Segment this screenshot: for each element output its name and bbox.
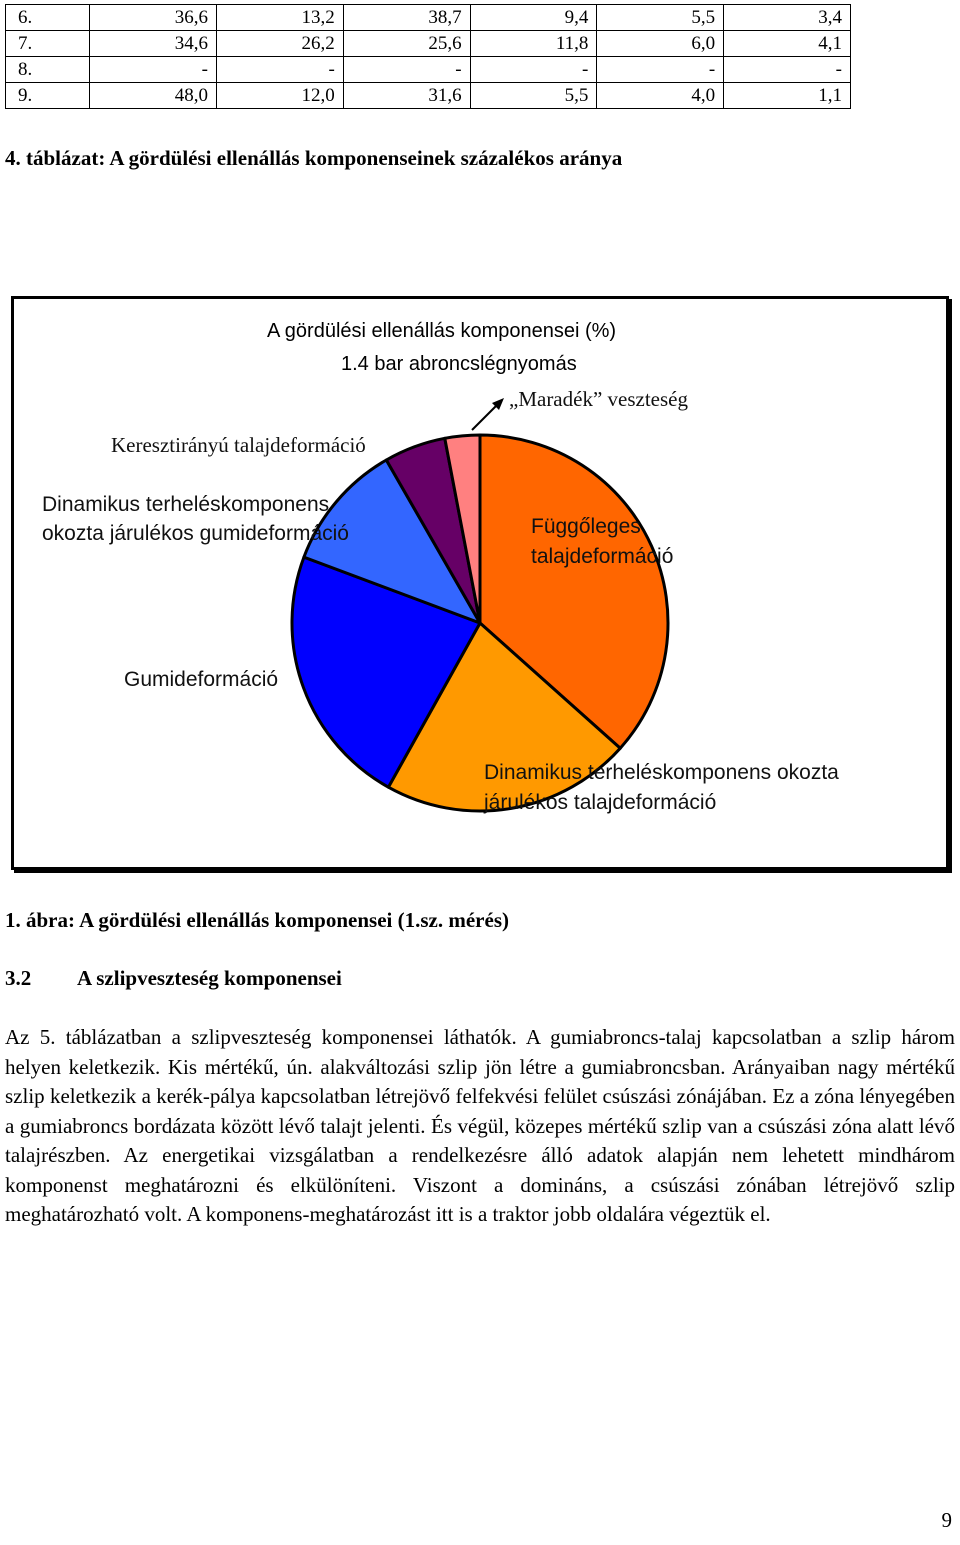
table-cell: 9,4 bbox=[470, 5, 597, 31]
table-cell: 26,2 bbox=[216, 31, 343, 57]
label-lateral: Keresztirányú talajdeformáció bbox=[111, 433, 366, 457]
table-cell: 1,1 bbox=[724, 83, 851, 109]
label-dyn-soil-line1: Dinamikus terheléskomponens okozta bbox=[484, 761, 839, 784]
page-number: 9 bbox=[941, 1508, 952, 1532]
table-cell: 13,2 bbox=[216, 5, 343, 31]
table-cell: 36,6 bbox=[90, 5, 217, 31]
section-title: A szlipveszteség komponensei bbox=[77, 966, 342, 990]
table-row bbox=[6, 31, 851, 57]
table-cell: 34,6 bbox=[90, 31, 217, 57]
table-cell: 6,0 bbox=[597, 31, 724, 57]
table-cell: 4,1 bbox=[724, 31, 851, 57]
table-cell: 25,6 bbox=[343, 31, 470, 57]
table-cell: 48,0 bbox=[90, 83, 217, 109]
section-heading bbox=[5, 966, 342, 991]
label-residual: „Maradék” veszteség bbox=[509, 387, 688, 411]
table-row bbox=[6, 57, 851, 83]
residual-leader-arrow bbox=[472, 398, 504, 430]
table-cell: 5,5 bbox=[597, 5, 724, 31]
table-cell: - bbox=[216, 57, 343, 83]
table-cell: - bbox=[343, 57, 470, 83]
table-cell: 5,5 bbox=[470, 83, 597, 109]
table-cell: 12,0 bbox=[216, 83, 343, 109]
table-caption: 4. táblázat: A gördülési ellenállás komponenseinek százalékos aránya bbox=[5, 146, 623, 170]
label-vertical-line1: Függőleges bbox=[531, 515, 641, 538]
label-dyn-tyre-line1: Dinamikus terheléskomponens bbox=[42, 493, 330, 516]
data-table bbox=[5, 4, 851, 109]
table-cell: - bbox=[597, 57, 724, 83]
table-row-number: 7. bbox=[6, 31, 90, 57]
label-tyre: Gumideformáció bbox=[124, 668, 279, 691]
table-row-number: 6. bbox=[6, 5, 90, 31]
table-cell: - bbox=[90, 57, 217, 83]
table-row-number: 9. bbox=[6, 83, 90, 109]
chart-frame bbox=[11, 296, 949, 870]
table-cell: 4,0 bbox=[597, 83, 724, 109]
table-cell: 38,7 bbox=[343, 5, 470, 31]
table-cell: 3,4 bbox=[724, 5, 851, 31]
table-cell: - bbox=[470, 57, 597, 83]
label-dyn-soil-line2: járulékos talajdeformáció bbox=[484, 791, 717, 814]
table-row bbox=[6, 5, 851, 31]
pie-chart bbox=[14, 299, 946, 867]
chart-title: A gördülési ellenállás komponensei (%) bbox=[267, 320, 617, 342]
label-vertical-line2: talajdeformáció bbox=[531, 545, 674, 568]
figure-caption: 1. ábra: A gördülési ellenállás komponensei (1.sz. mérés) bbox=[5, 908, 509, 932]
table-cell: - bbox=[724, 57, 851, 83]
body-paragraph: Az 5. táblázatban a szlipveszteség komponensei láthatók. A gumiabroncs-talaj kapcsolatban a szlip három helyen keletkezik. Kis mértékű, ún. alakváltozási szlip jön létre a gumiabroncsban. Arányaiban nagy mértékű szlip keletkezik a kerék-pálya kapcsolatban létrejövő felfekvési felület csúszási zónájában. Ez a zóna lényegében a gumiabroncs bordázata között lévő talajt jelenti. És végül, közepes mértékű szlip van a csúszási zóna alatt lévő talajrészben. Az energetikai vizsgálatban a rendelkezésre álló adatok alapján nem lehetett mindhárom komponenst meghatározni és elkülöníteni. Viszont a domináns, a csúszási zónában létrejövő szlip meghatározható volt. A komponens-meghatározást itt is a traktor jobb oldalára végeztük el. bbox=[5, 1025, 955, 1226]
table-row-number: 8. bbox=[6, 57, 90, 83]
table-cell: 31,6 bbox=[343, 83, 470, 109]
section-number: 3.2 bbox=[5, 966, 32, 990]
table-row bbox=[6, 83, 851, 109]
table-cell: 11,8 bbox=[470, 31, 597, 57]
chart-subtitle: 1.4 bar abroncslégnyomás bbox=[341, 353, 577, 375]
label-dyn-tyre-line2: okozta járulékos gumideformáció bbox=[42, 522, 349, 545]
